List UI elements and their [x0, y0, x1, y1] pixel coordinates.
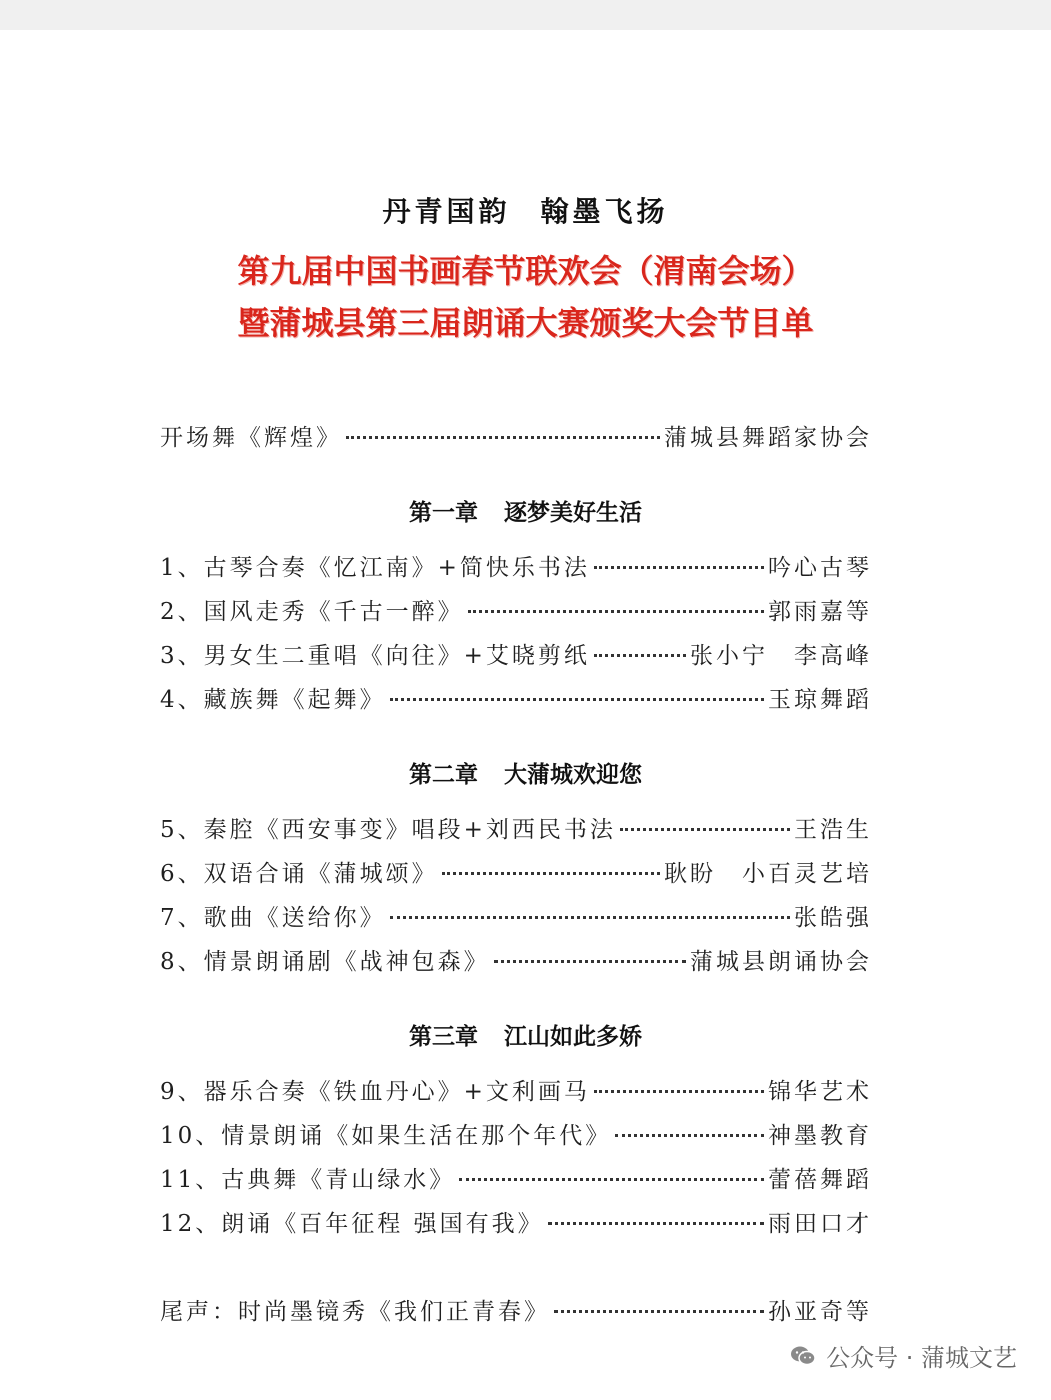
program-name: 5、秦腔《西安事变》唱段+刘西民书法 [160, 816, 616, 843]
program-performer: 神墨教育 [768, 1122, 872, 1149]
chapter-title: 江山如此多娇 [504, 1024, 642, 1050]
program-name: 2、国风走秀《千古一醉》 [160, 598, 464, 625]
subtitle-left: 丹青国韵 [382, 195, 511, 228]
dot-leader [390, 916, 790, 919]
program-performer: 张皓强 [794, 904, 872, 931]
program-name: 8、情景朗诵剧《战神包森》 [160, 948, 490, 975]
subtitle [0, 190, 1051, 230]
program-name: 12、朗诵《百年征程 强国有我》 [160, 1210, 544, 1237]
chapter-heading-2 [0, 756, 1051, 789]
event-title-line-2: 暨蒲城县第三届朗诵大赛颁奖大会节目单 [237, 304, 814, 342]
program-item [160, 1204, 872, 1238]
program-performer: 蒲城县朗诵协会 [690, 948, 872, 975]
watermark [790, 1338, 1017, 1373]
dot-leader [594, 566, 764, 569]
dot-leader [494, 960, 686, 963]
program-name: 尾声：时尚墨镜秀《我们正青春》 [160, 1298, 550, 1325]
program-name: 11、古典舞《青山绿水》 [160, 1166, 456, 1193]
program-item-opening [160, 418, 872, 452]
program-performer: 张小宁 李高峰 [690, 642, 872, 669]
program-name: 7、歌曲《送给你》 [160, 904, 386, 931]
dot-leader [548, 1222, 764, 1225]
chapter-title: 大蒲城欢迎您 [504, 762, 642, 788]
program-item [160, 548, 872, 582]
program-item [160, 1116, 872, 1150]
program-performer: 锦华艺术 [768, 1078, 872, 1105]
program-name: 9、器乐合奏《铁血丹心》+文利画马 [160, 1078, 590, 1105]
dot-leader [620, 828, 790, 831]
event-title-line-1: 第九届中国书画春节联欢会（渭南会场） [237, 252, 814, 290]
dot-leader [442, 872, 660, 875]
program-item [160, 1160, 872, 1194]
dot-leader [615, 1134, 764, 1137]
program-name: 4、藏族舞《起舞》 [160, 686, 386, 713]
chapter-heading-3 [0, 1018, 1051, 1051]
chapter-title: 逐梦美好生活 [504, 500, 642, 526]
program-name: 10、情景朗诵《如果生活在那个年代》 [160, 1122, 612, 1149]
program-performer: 蕾蓓舞蹈 [768, 1166, 872, 1193]
program-name: 1、古琴合奏《忆江南》+简快乐书法 [160, 554, 590, 581]
chapter-number: 第三章 [409, 1024, 478, 1050]
program-performer: 郭雨嘉等 [768, 598, 872, 625]
program-item [160, 680, 872, 714]
program-name: 6、双语合诵《蒲城颂》 [160, 860, 438, 887]
chapter-number: 第二章 [409, 762, 478, 788]
program-performer: 玉琼舞蹈 [768, 686, 872, 713]
dot-leader [346, 436, 660, 439]
program-item-ending [160, 1292, 872, 1326]
chapter-number: 第一章 [409, 500, 478, 526]
program-item [160, 854, 872, 888]
program-item [160, 942, 872, 976]
program-item [160, 1072, 872, 1106]
program-item [160, 636, 872, 670]
dot-leader [390, 698, 764, 701]
dot-leader [554, 1310, 764, 1313]
wechat-icon [790, 1345, 816, 1367]
dot-leader [594, 1090, 764, 1093]
program-performer: 孙亚奇等 [768, 1298, 872, 1325]
dot-leader [468, 610, 764, 613]
program-item [160, 592, 872, 626]
dot-leader [459, 1178, 764, 1181]
program-performer: 王浩生 [794, 816, 872, 843]
program-performer: 耿盼 小百灵艺培 [664, 860, 872, 887]
chapter-heading-1 [0, 494, 1051, 527]
watermark-text: 公众号 · 蒲城文艺 [826, 1344, 1017, 1372]
top-strip [0, 0, 1051, 30]
program-performer: 蒲城县舞蹈家协会 [664, 424, 872, 451]
subtitle-right: 翰墨飞扬 [540, 195, 669, 228]
program-performer: 吟心古琴 [768, 554, 872, 581]
dot-leader [594, 654, 686, 657]
program-performer: 雨田口才 [768, 1210, 872, 1237]
program-name: 3、男女生二重唱《向往》+艾晓剪纸 [160, 642, 590, 669]
program-name: 开场舞《辉煌》 [160, 424, 342, 451]
program-item [160, 810, 872, 844]
program-item [160, 898, 872, 932]
